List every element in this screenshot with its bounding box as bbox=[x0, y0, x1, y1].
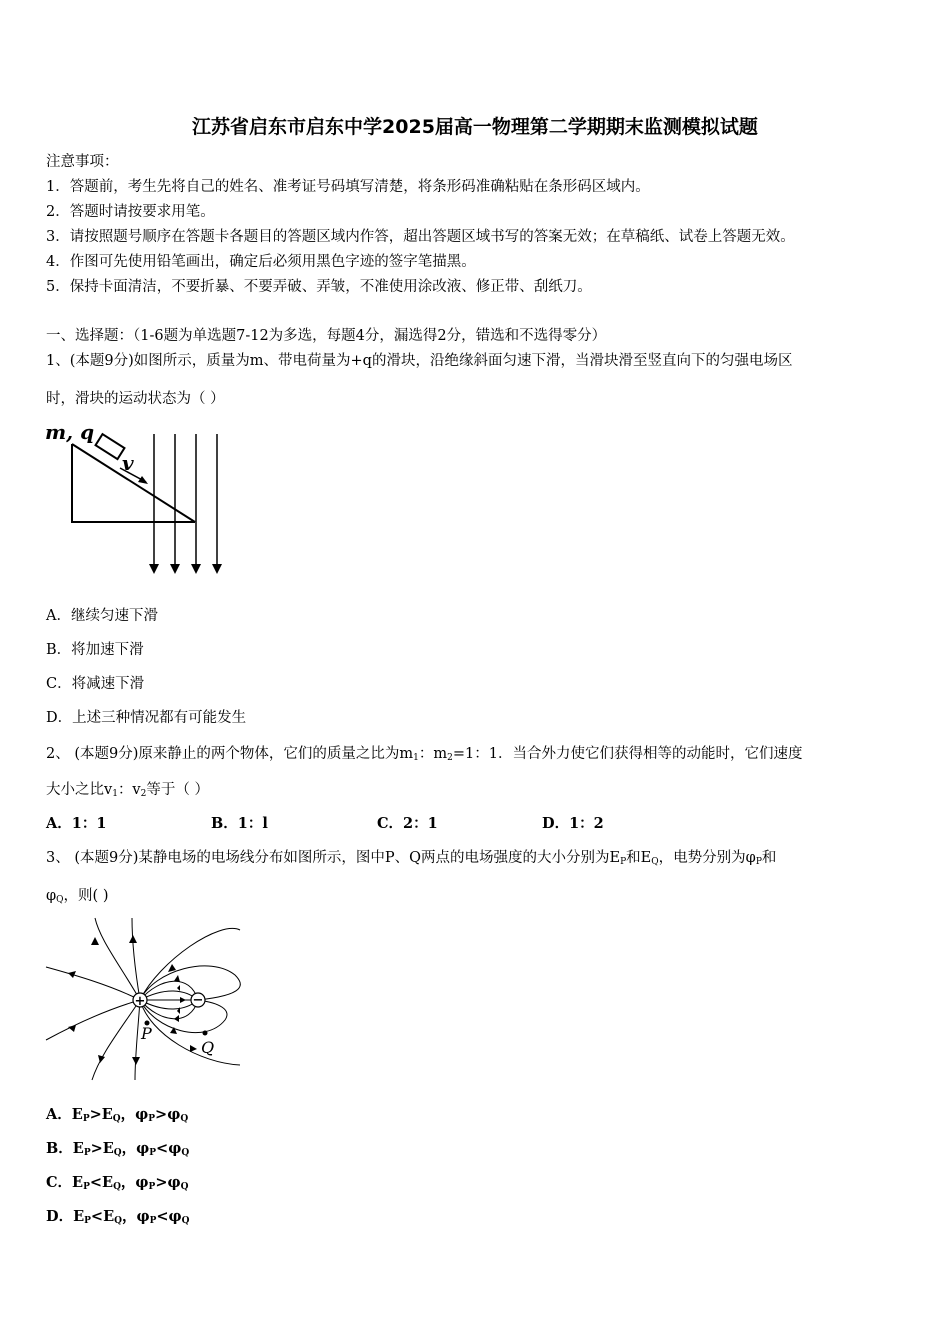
slider-block bbox=[96, 434, 125, 459]
q2-option-d: D．1：2 bbox=[542, 815, 604, 832]
q3-stem-line2: $\varphi_Q$，则( ) bbox=[46, 888, 109, 905]
q1-stem-line2: 时，滑块的运动状态为（ ） bbox=[46, 391, 225, 407]
q2-option-b: B．1：l bbox=[211, 815, 268, 832]
q1-label-mq: m, q bbox=[45, 420, 95, 444]
q1-option-b: B．将加速下滑 bbox=[46, 642, 144, 658]
q1-option-d: D．上述三种情况都有可能发生 bbox=[46, 710, 247, 726]
q1-label-v: v bbox=[122, 451, 134, 475]
notice-item: 2．答题时请按要求用笔。 bbox=[46, 204, 215, 220]
notice-item: 4．作图可先使用铅笔画出，确定后必须用黑色字迹的签字笔描黑。 bbox=[46, 254, 476, 270]
field-lines bbox=[154, 434, 217, 566]
point-q-label: Q bbox=[201, 1038, 215, 1057]
point-p-label: P bbox=[141, 1024, 152, 1043]
notice-item: 3．请按照题号顺序在答题卡各题目的答题区域内作答，超出答题区域书写的答案无效；在草稿纸、试卷上答题无效。 bbox=[46, 229, 795, 245]
q1-stem-line1: 1、(本题9分)如图所示，质量为m、带电荷量为+q的滑块，沿绝缘斜面匀速下滑，当滑块滑至竖直向下的匀强电场区 bbox=[46, 353, 793, 369]
q2-stem-line1: 2、 (本题9分)原来静止的两个物体，它们的质量之比为$m_1$：$m_2=1$：1．当合外力使它们获得相等的动能时，它们速度 bbox=[46, 746, 803, 763]
q3-stem-line1: 3、 (本题9分)某静电场的电场线分布如图所示，图中P、Q两点的电场强度的大小分别为$E_P$和$E_Q$，电势分别为$\varphi_P$和 bbox=[46, 850, 777, 867]
positive-charge-label: + bbox=[134, 994, 146, 1009]
q2-option-a: A．1：1 bbox=[46, 815, 107, 832]
q3-option-d: D．$E_P<E_Q$，$\varphi_P<\varphi_Q$ bbox=[46, 1208, 190, 1226]
q3-option-b: B．$E_P>E_Q$，$\varphi_P<\varphi_Q$ bbox=[46, 1140, 190, 1158]
q1-incline-figure bbox=[40, 418, 240, 580]
q2-stem-line2: 大小之比$v_1$：$v_2$等于（ ） bbox=[46, 782, 209, 799]
page-title: 江苏省启东市启东中学2025届高一物理第二学期期末监测模拟试题 bbox=[192, 116, 758, 138]
field-arrowheads bbox=[149, 564, 222, 574]
q1-option-c: C．将减速下滑 bbox=[46, 676, 145, 692]
negative-charge-label: − bbox=[192, 993, 204, 1008]
velocity-arrowhead bbox=[138, 476, 148, 484]
q3-option-c: C．$E_P<E_Q$，$\varphi_P>\varphi_Q$ bbox=[46, 1174, 189, 1192]
q2-option-c: C．2：1 bbox=[377, 815, 438, 832]
point-q bbox=[203, 1031, 208, 1036]
notice-heading: 注意事项： bbox=[46, 154, 119, 170]
notice-item: 1．答题前，考生先将自己的姓名、准考证号码填写清楚，将条形码准确粘贴在条形码区域内。 bbox=[46, 179, 650, 195]
q1-option-a: A．继续匀速下滑 bbox=[46, 608, 158, 624]
section-heading: 一、选择题：（1-6题为单选题7-12为多选，每题4分，漏选得2分，错选和不选得零分） bbox=[46, 328, 607, 344]
q3-option-a: A．$E_P>E_Q$，$\varphi_P>\varphi_Q$ bbox=[46, 1106, 189, 1124]
q3-field-figure bbox=[40, 915, 245, 1087]
notice-item: 5．保持卡面清洁，不要折暴、不要弄破、弄皱，不准使用涂改液、修正带、刮纸刀。 bbox=[46, 279, 592, 295]
